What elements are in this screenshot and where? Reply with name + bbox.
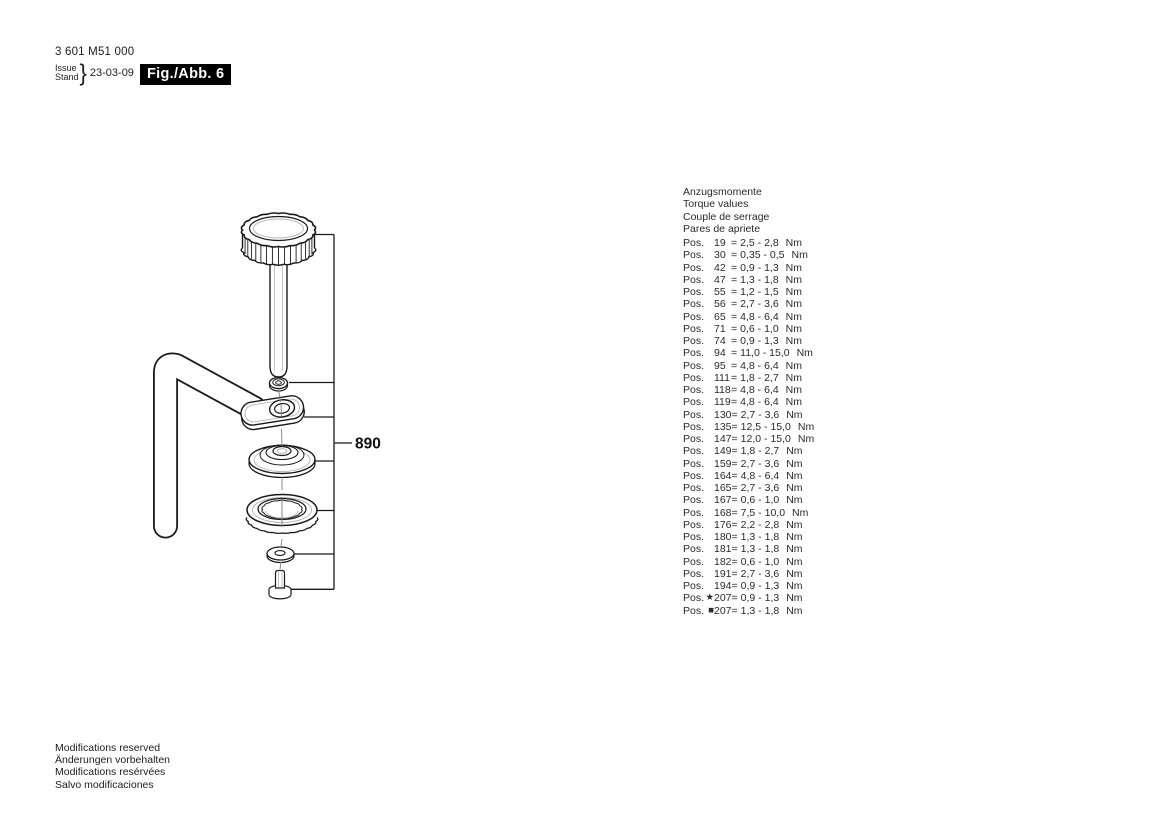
torque-unit: Nm xyxy=(785,396,803,409)
torque-row xyxy=(683,458,814,470)
pos-label: Pos. xyxy=(683,335,705,347)
torque-row xyxy=(683,605,814,617)
pos-label: Pos. xyxy=(683,310,705,323)
equals-sign: = xyxy=(731,261,738,274)
pos-label: Pos. xyxy=(683,580,705,592)
torque-value: 0,6 - 1,0 xyxy=(740,555,780,568)
torque-row xyxy=(683,409,814,421)
modification-notices xyxy=(55,742,170,791)
pos-symbol xyxy=(705,580,714,592)
torque-unit: Nm xyxy=(786,469,803,482)
pos-symbol xyxy=(705,445,714,457)
torque-row xyxy=(683,507,814,519)
pos-symbol xyxy=(705,237,714,249)
notice-en: Modifications reserved xyxy=(55,742,161,754)
torque-value: 1,3 - 1,8 xyxy=(740,531,780,543)
pos-symbol: ■ xyxy=(708,604,714,616)
pos-number: 207 xyxy=(714,592,732,605)
exploded-parts-drawing xyxy=(0,0,450,640)
torque-row xyxy=(683,494,814,506)
torque-value: 0,9 - 1,3 xyxy=(740,592,780,605)
equals-sign: = xyxy=(731,298,738,311)
pos-label: Pos. xyxy=(683,237,705,249)
pos-label: Pos. xyxy=(683,567,705,580)
torque-unit: Nm xyxy=(786,445,803,458)
notice-de: Änderungen vorbehalten xyxy=(55,754,171,767)
torque-row xyxy=(683,445,814,457)
issue-date: 23-03-09 xyxy=(89,67,134,79)
pos-number: 42 xyxy=(714,261,726,274)
pos-number: 149 xyxy=(714,445,732,458)
pos-label: Pos. xyxy=(683,592,705,605)
pos-symbol xyxy=(705,494,714,506)
pos-label: Pos. xyxy=(683,408,705,421)
pos-label: Pos. xyxy=(683,457,705,470)
pos-label: Pos. xyxy=(683,273,705,286)
pos-symbol xyxy=(705,458,714,470)
torque-value: 2,7 - 3,6 xyxy=(740,408,780,421)
pos-label: Pos. xyxy=(683,555,705,568)
flat-washer xyxy=(267,547,294,563)
torque-unit: Nm xyxy=(786,604,803,617)
equals-sign: = xyxy=(731,518,738,531)
pos-number: 19 xyxy=(714,237,726,249)
torque-row xyxy=(683,396,814,408)
torque-value: 1,8 - 2,7 xyxy=(740,445,780,458)
pos-label: Pos. xyxy=(683,371,705,384)
torque-row xyxy=(683,274,814,286)
pos-number: 119 xyxy=(714,396,731,409)
pos-symbol xyxy=(705,372,714,384)
notice-fr: Modifications resérvées xyxy=(55,766,166,779)
torque-row xyxy=(683,323,814,335)
brace-glyph: } xyxy=(79,59,87,86)
torque-unit: Nm xyxy=(785,261,803,274)
torque-row xyxy=(683,470,814,482)
pos-number: 159 xyxy=(714,457,732,470)
dome-washer xyxy=(249,445,315,478)
torque-value: 4,8 - 6,4 xyxy=(740,359,779,372)
equals-sign: = xyxy=(731,347,738,360)
torque-row xyxy=(683,592,814,604)
pos-number: 65 xyxy=(714,310,726,323)
torque-unit: Nm xyxy=(786,543,803,556)
torque-value: 4,8 - 6,4 xyxy=(740,396,779,409)
torque-row xyxy=(683,384,814,396)
pos-label: Pos. xyxy=(683,543,705,556)
torque-value: 2,7 - 3,6 xyxy=(740,298,779,311)
torque-value: 1,3 - 1,8 xyxy=(740,543,780,556)
equals-sign: = xyxy=(731,445,738,458)
pos-symbol xyxy=(705,286,714,298)
pos-symbol xyxy=(705,482,714,494)
equals-sign: = xyxy=(731,335,738,347)
torque-value: 4,8 - 6,4 xyxy=(740,384,779,396)
torque-unit: Nm xyxy=(797,420,815,433)
torque-unit: Nm xyxy=(786,457,803,470)
torque-unit: Nm xyxy=(792,506,809,519)
torque-unit: Nm xyxy=(786,592,803,605)
torque-row xyxy=(683,482,814,494)
torque-value: 1,8 - 2,7 xyxy=(740,371,779,384)
pos-label: Pos. xyxy=(683,604,705,617)
pos-number: 30 xyxy=(714,249,726,262)
pos-label: Pos. xyxy=(683,445,705,458)
torque-row xyxy=(683,360,814,372)
part-number: 3 601 M51 000 xyxy=(55,46,135,58)
torque-value: 0,6 - 1,0 xyxy=(740,322,779,335)
torque-value: 12,0 - 15,0 xyxy=(740,433,791,445)
torque-row xyxy=(683,286,814,298)
torque-rows xyxy=(683,237,814,617)
equals-sign: = xyxy=(731,567,738,580)
pos-label: Pos. xyxy=(683,298,705,311)
torque-unit: Nm xyxy=(785,310,803,323)
pos-label: Pos. xyxy=(683,347,705,360)
torque-value: 0,9 - 1,3 xyxy=(740,580,780,592)
figure-label-box: Fig./Abb. 6 xyxy=(140,64,231,85)
issue-label: Issue xyxy=(55,62,77,73)
torque-row xyxy=(683,335,814,347)
pos-label: Pos. xyxy=(683,482,705,494)
torque-row xyxy=(683,580,814,592)
pos-symbol xyxy=(705,249,714,261)
pos-symbol: ★ xyxy=(705,592,714,604)
equals-sign: = xyxy=(731,286,738,298)
torque-row xyxy=(683,568,814,580)
pos-number: 194 xyxy=(714,580,732,592)
knurled-knob xyxy=(241,213,316,265)
equals-sign: = xyxy=(731,408,738,421)
pos-number: 147 xyxy=(714,433,732,445)
torque-value: 0,35 - 0,5 xyxy=(740,249,785,262)
equals-sign: = xyxy=(731,604,738,617)
torque-unit: Nm xyxy=(786,580,803,592)
torque-row xyxy=(683,237,814,249)
pos-number: 94 xyxy=(714,347,726,360)
equals-sign: = xyxy=(731,249,738,262)
torque-value: 11,0 - 15,0 xyxy=(740,347,790,360)
torque-unit: Nm xyxy=(785,298,803,311)
equals-sign: = xyxy=(731,506,738,519)
pos-number: 55 xyxy=(714,286,726,298)
pos-label: Pos. xyxy=(683,433,705,445)
pos-symbol xyxy=(705,384,714,396)
equals-sign: = xyxy=(731,273,738,286)
pos-symbol xyxy=(705,347,714,359)
pos-label: Pos. xyxy=(683,396,705,409)
torque-value: 2,7 - 3,6 xyxy=(740,482,780,494)
torque-unit: Nm xyxy=(786,531,803,543)
pos-number: 168 xyxy=(714,506,732,519)
torque-value: 0,6 - 1,0 xyxy=(740,494,780,507)
pos-symbol xyxy=(705,323,714,335)
pos-label: Pos. xyxy=(683,384,705,396)
pos-label: Pos. xyxy=(683,494,705,507)
pos-number: 207 xyxy=(714,604,732,617)
torque-value: 7,5 - 10,0 xyxy=(740,506,786,519)
torque-value: 0,9 - 1,3 xyxy=(740,261,779,274)
torque-unit: Nm xyxy=(785,359,803,372)
torque-unit: Nm xyxy=(785,322,803,335)
torque-title-fr: Couple de serrage xyxy=(683,210,770,223)
torque-title-en: Torque values xyxy=(683,198,749,211)
pos-label: Pos. xyxy=(683,420,705,433)
pos-symbol xyxy=(705,507,714,519)
torque-value: 2,5 - 2,8 xyxy=(740,237,779,249)
equals-sign: = xyxy=(731,396,738,409)
torque-unit: Nm xyxy=(785,335,803,347)
torque-unit: Nm xyxy=(786,482,803,494)
equals-sign: = xyxy=(731,592,738,605)
torque-value: 4,8 - 6,4 xyxy=(740,310,779,323)
torque-title-de: Anzugsmomente xyxy=(683,186,762,198)
equals-sign: = xyxy=(731,237,738,249)
pos-number: 118 xyxy=(714,384,731,396)
torque-unit: Nm xyxy=(797,433,815,445)
torque-table xyxy=(683,186,814,617)
pos-symbol xyxy=(705,519,714,531)
equals-sign: = xyxy=(731,322,738,335)
equals-sign: = xyxy=(731,433,738,445)
torque-unit: Nm xyxy=(786,408,803,421)
torque-value: 1,3 - 1,8 xyxy=(740,604,780,617)
torque-row xyxy=(683,543,814,555)
torque-unit: Nm xyxy=(785,286,803,298)
stand-label: Stand xyxy=(55,72,79,82)
pos-label: Pos. xyxy=(683,261,705,274)
pos-symbol xyxy=(705,470,714,482)
flange-nut xyxy=(270,378,288,392)
torque-unit: Nm xyxy=(786,518,803,531)
pos-label: Pos. xyxy=(683,322,705,335)
pos-number: 181 xyxy=(714,543,732,556)
torque-row xyxy=(683,531,814,543)
torque-value: 2,7 - 3,6 xyxy=(740,567,780,580)
torque-row xyxy=(683,421,814,433)
torque-unit: Nm xyxy=(786,567,803,580)
equals-sign: = xyxy=(731,580,738,592)
pos-symbol xyxy=(705,433,714,445)
pos-label: Pos. xyxy=(683,249,705,262)
torque-row xyxy=(683,519,814,531)
pos-label: Pos. xyxy=(683,359,705,372)
equals-sign: = xyxy=(731,494,738,507)
equals-sign: = xyxy=(731,384,738,396)
torque-row xyxy=(683,347,814,359)
pos-number: 165 xyxy=(714,482,732,494)
pos-number: 135 xyxy=(714,420,732,433)
torque-unit: Nm xyxy=(785,273,803,286)
equals-sign: = xyxy=(731,531,738,543)
equals-sign: = xyxy=(731,371,738,384)
pos-label: Pos. xyxy=(683,531,705,543)
torque-row xyxy=(683,298,814,310)
pos-symbol xyxy=(705,531,714,543)
torque-value: 1,2 - 1,5 xyxy=(740,286,779,298)
pos-symbol xyxy=(705,360,714,372)
torque-unit: Nm xyxy=(785,237,803,249)
torque-unit: Nm xyxy=(791,249,808,262)
handle-rod xyxy=(166,365,255,526)
torque-row xyxy=(683,372,814,384)
pos-symbol xyxy=(705,396,714,408)
pos-symbol xyxy=(705,543,714,555)
pos-number: 47 xyxy=(714,273,726,286)
equals-sign: = xyxy=(731,457,738,470)
torque-row xyxy=(683,556,814,568)
equals-sign: = xyxy=(731,543,738,556)
pos-number: 56 xyxy=(714,298,726,311)
pos-number: 111 xyxy=(714,371,730,384)
equals-sign: = xyxy=(731,555,738,568)
torque-value: 1,3 - 1,8 xyxy=(740,273,779,286)
notice-es: Salvo modificaciones xyxy=(55,778,154,791)
pos-symbol xyxy=(705,556,714,568)
torque-row xyxy=(683,433,814,445)
pos-number: 74 xyxy=(714,335,726,347)
pos-number: 71 xyxy=(714,322,726,335)
pos-number: 180 xyxy=(714,531,732,543)
pos-number: 130 xyxy=(714,408,732,421)
torque-row xyxy=(683,249,814,261)
equals-sign: = xyxy=(731,469,738,482)
pos-symbol xyxy=(705,409,714,421)
pos-number: 167 xyxy=(714,494,732,507)
pos-label: Pos. xyxy=(683,506,705,519)
torque-value: 4,8 - 6,4 xyxy=(740,469,780,482)
pos-symbol xyxy=(705,274,714,286)
torque-row xyxy=(683,311,814,323)
pos-symbol xyxy=(705,335,714,347)
torque-unit: Nm xyxy=(785,384,803,396)
pos-number: 182 xyxy=(714,555,732,568)
torque-unit: Nm xyxy=(796,347,813,360)
part-callout-890: 890 xyxy=(355,435,381,453)
pos-label: Pos. xyxy=(683,286,705,298)
pos-number: 191 xyxy=(714,567,732,580)
pos-symbol xyxy=(705,262,714,274)
pos-number: 176 xyxy=(714,518,732,531)
pos-number: 164 xyxy=(714,469,732,482)
equals-sign: = xyxy=(731,310,738,323)
torque-unit: Nm xyxy=(786,555,803,568)
pos-symbol xyxy=(705,568,714,580)
pos-number: 95 xyxy=(714,359,726,372)
torque-value: 12,5 - 15,0 xyxy=(740,420,791,433)
pos-symbol xyxy=(705,298,714,310)
screw xyxy=(269,571,291,599)
pos-label: Pos. xyxy=(683,518,705,531)
torque-value: 0,9 - 1,3 xyxy=(740,335,779,347)
equals-sign: = xyxy=(731,359,738,372)
torque-value: 2,2 - 2,8 xyxy=(740,518,780,531)
pos-symbol xyxy=(705,311,714,323)
torque-value: 2,7 - 3,6 xyxy=(740,457,780,470)
pos-symbol xyxy=(705,421,714,433)
torque-title-es: Pares de apriete xyxy=(683,222,761,235)
torque-row xyxy=(683,262,814,274)
pos-label: Pos. xyxy=(683,469,705,482)
torque-unit: Nm xyxy=(785,371,803,384)
torque-unit: Nm xyxy=(786,494,803,507)
equals-sign: = xyxy=(731,420,738,433)
equals-sign: = xyxy=(731,482,738,494)
